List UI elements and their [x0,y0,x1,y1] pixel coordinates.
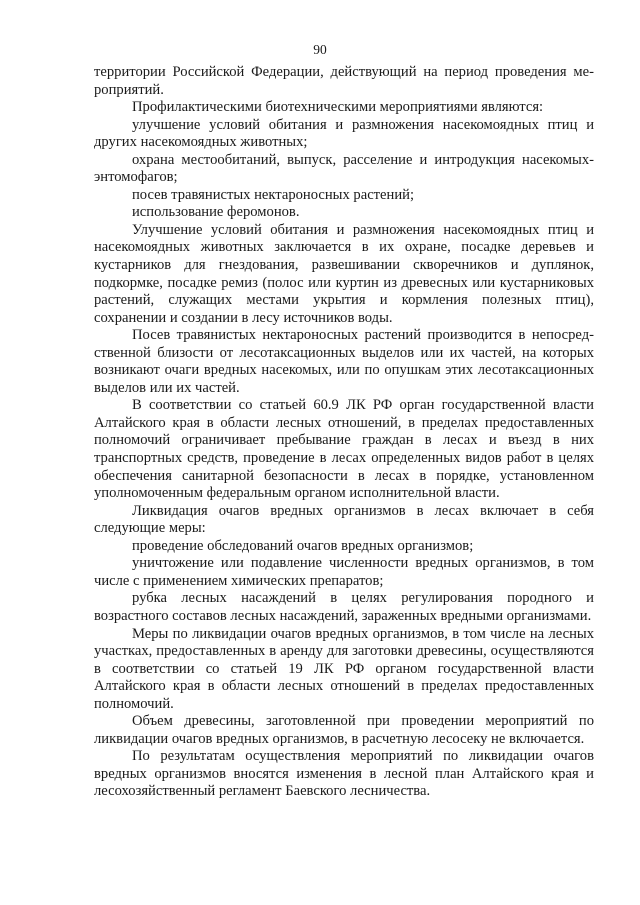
paragraph: Профилактическими биотехническими мероприятиями являются: [132,99,544,116]
paragraph: посев травянистых нектароносных растений; [132,186,415,203]
paragraph: рубка лесных насаждений в целях регулирования породного и возрастного составов лесных насаждений, зараженных вредными организмами. [94,590,594,624]
paragraph: Посев травянистых нектароносных растений производится в непосредственной близости от лесотаксационных выделов или их частей, на которых возникают очаги вредных насекомых, или по опушкам этих лесотаксационных выделов или их частей. [94,327,594,396]
paragraph: В соответствии со статьей 60.9 ЛК РФ орган государственной власти Алтайского края в области лесных отношений, в пределах предоставленных полномочий ограничивает пребывание граждан в лесах и въезд в них транспортных средств, проведение в лесах определенных видов работ в целях обеспечения санитарной безопасности в лесах в порядке, установленном уполномоченным федеральным органом исполнительной власти. [94,397,594,502]
paragraph: Улучшение условий обитания и размножения насекомоядных птиц и насекомоядных животных заключается в их охране, посадке деревьев и кустарников для гнездования, развешивании скворечников и дуплянок, подкормке, посадке ремиз (полос или куртин из древесных или кустарниковых растений, служащих местами укрытия и кормления полезных птиц), сохранении и создании в лесу источников воды. [94,221,594,326]
paragraph: проведение обследований очагов вредных организмов; [132,537,474,554]
paragraph: улучшение условий обитания и размножения насекомоядных птиц и других насекомоядных животных; [94,116,594,151]
paragraph: Объем древесины, заготовленной при проведении мероприятий по ликвидации очагов вредных организмов, в расчетную лесосеку не включается. [94,713,594,747]
paragraph: уничтожение или подавление численности вредных организмов, в том числе с применением химических препаратов; [94,555,594,589]
page-number: 90 [313,42,327,57]
document-body [94,64,594,801]
paragraph: охрана местообитаний, выпуск, расселение и интродукция насекомых-энтомофагов; [94,151,594,186]
paragraph: использование феромонов. [132,204,300,221]
paragraph: Ликвидация очагов вредных организмов в лесах включает в себя следующие меры: [94,502,594,537]
paragraph: По результатам осуществления мероприятий по ликвидации очагов вредных организмов вносятся изменения в лесной план Алтайского края и лесохозяйственный регламент Баевского лесничества. [94,748,594,800]
paragraph: Меры по ликвидации очагов вредных организмов, в том числе на лесных участках, предоставленных в аренду для заготовки древесины, осуществляются в соответствии со статьей 19 ЛК РФ органом государственной власти Алтайского края в области лесных отношений в пределах предоставленных полномочий. [94,625,594,712]
paragraph: территории Российской Федерации, действующий на период проведения мероприятий. [94,64,594,98]
